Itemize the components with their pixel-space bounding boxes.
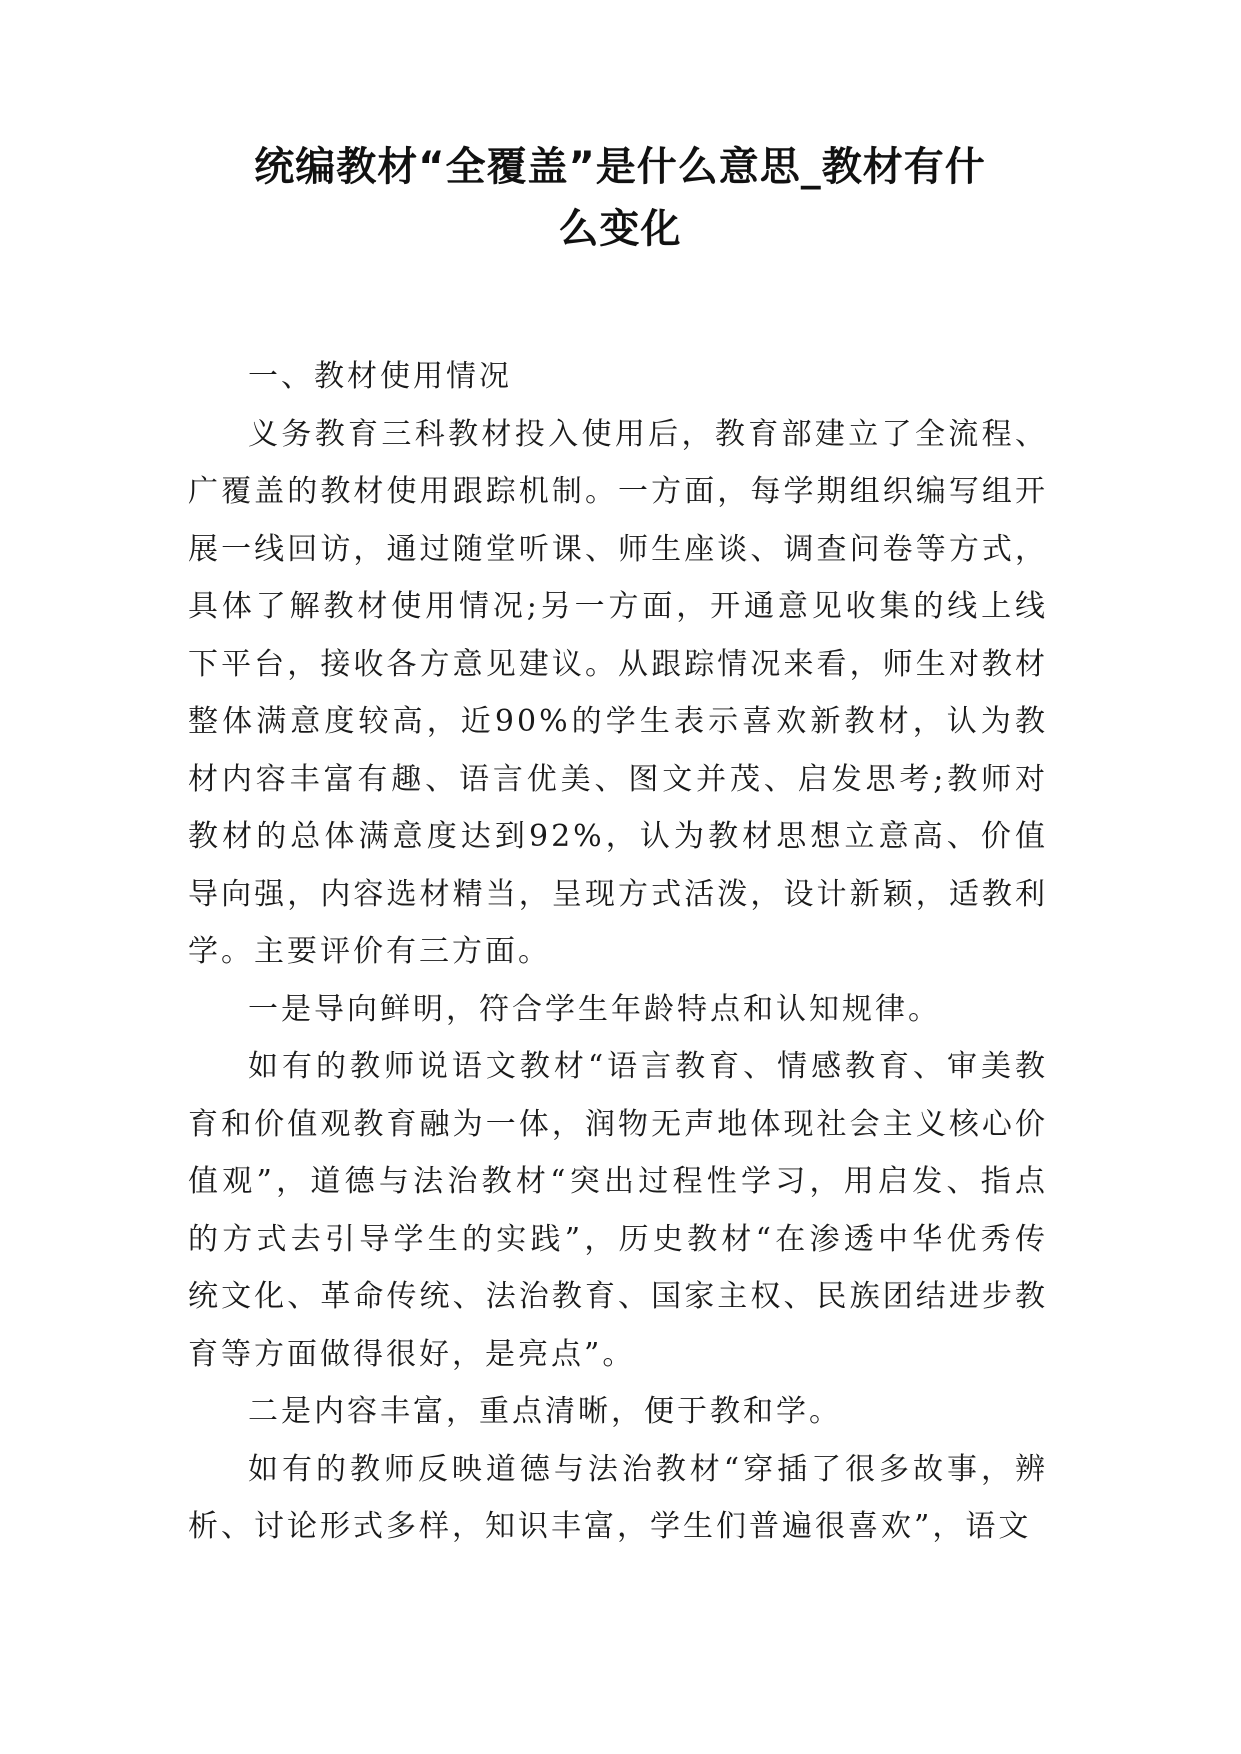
paragraph: 如有的教师反映道德与法治教材“穿插了很多故事，辨析、讨论形式多样，知识丰富，学生们普遍很喜欢”，语文 — [188, 1451, 1048, 1544]
title-line-2: 么变化 — [558, 206, 682, 252]
document-title — [170, 136, 1070, 260]
paragraph: 一是导向鲜明，符合学生年龄特点和认知规律。 — [248, 991, 941, 1027]
paragraph: 二是内容丰富，重点清晰，便于教和学。 — [248, 1394, 842, 1429]
document-body — [188, 348, 1048, 1556]
paragraph: 义务教育三科教材投入使用后，教育部建立了全流程、广覆盖的教材使用跟踪机制。一方面，每学期组织编写组开展一线回访，通过随堂听课、师生座谈、调查问卷等方式，具体了解教材使用情况;另一方面，开通意见收集的线上线下平台，接收各方意见建议。从跟踪情况来看，师生对教材整体满意度较高，近90%的学生表示喜欢新教材，认为教材内容丰富有趣、语言优美、图文并茂、启发思考;教师对教材的总体满意度达到92%，认为教材思想立意高、价值导向强，内容选材精当，呈现方式活泼，设计新颖，适教利学。主要评价有三方面。 — [188, 416, 1048, 969]
section-heading: 一、教材使用情况 — [248, 359, 512, 394]
title-line-1: 统编教材“全覆盖”是什么意思_教材有什 — [254, 144, 986, 190]
paragraph: 如有的教师说语文教材“语言教育、情感教育、审美教育和价值观教育融为一体，润物无声地体现社会主义核心价值观”，道德与法治教材“突出过程性学习，用启发、指点的方式去引导学生的实践”，历史教材“在渗透中华优秀传统文化、革命传统、法治教育、国家主权、民族团结进步教育等方面做得很好，是亮点”。 — [188, 1049, 1048, 1372]
